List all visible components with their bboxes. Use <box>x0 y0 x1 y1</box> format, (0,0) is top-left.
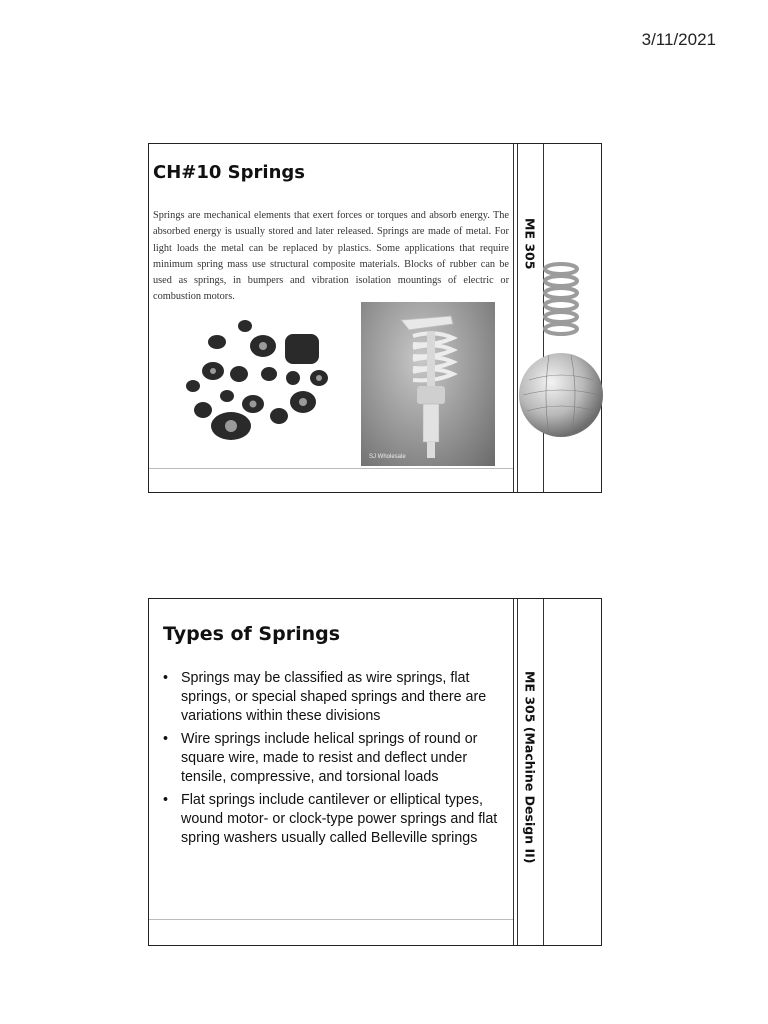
slide-2-rule-a <box>513 599 514 945</box>
bullet-marker: • <box>163 792 169 808</box>
slide-2-course-label <box>517 599 543 945</box>
slide-2-divider <box>149 919 513 920</box>
rubber-mounts-photo <box>179 316 349 446</box>
page-date: 3/11/2021 <box>641 30 716 49</box>
slide-2-title: Types of Springs <box>163 623 341 645</box>
slide-1-title: CH#10 Springs <box>153 162 305 183</box>
spring-sphere-art <box>519 255 603 455</box>
slide-2 <box>148 598 602 946</box>
slide-2-course-text: ME 305 (Machine Design II) <box>522 671 538 864</box>
slide-1-course-text: ME 305 <box>522 218 538 270</box>
bullet-text: Wire springs include helical springs of round or square wire, made to resist and deflect under tensile, compressive, and torsional loads <box>181 731 478 785</box>
list-item <box>157 791 502 848</box>
slide-1-paragraph: Springs are mechanical elements that exert forces or torques and absorb energy. The absorbed energy is usually stored and later released. Springs are made of metal. For light loads the metal can be replaced by plastics. Some applications that require minimum spring mass use structural composite materials. Blocks of rubber can be used as springs, in bumpers and vibration isolation mountings of electric or combustion motors. <box>153 210 509 303</box>
bullet-text: Flat springs include cantilever or elliptical types, wound motor- or clock-type power springs and flat spring washers usually called Belleville springs <box>181 792 498 846</box>
bullet-list <box>157 669 502 852</box>
slide-1-divider <box>149 468 513 469</box>
slide-1-content <box>149 144 513 492</box>
bullet-marker: • <box>163 670 169 686</box>
slide-2-content <box>149 599 513 945</box>
bullet-text: Springs may be classified as wire springs, flat springs, or special shaped springs and there are variations within these divisions <box>181 670 487 724</box>
list-item <box>157 730 502 787</box>
bullet-marker: • <box>163 731 169 747</box>
photo-watermark: SJ Wholesale <box>369 454 406 460</box>
slide-1-rule-a <box>513 144 514 492</box>
pump-spring-photo <box>361 302 495 466</box>
slide-2-rule-c <box>543 599 544 945</box>
list-item <box>157 669 502 726</box>
